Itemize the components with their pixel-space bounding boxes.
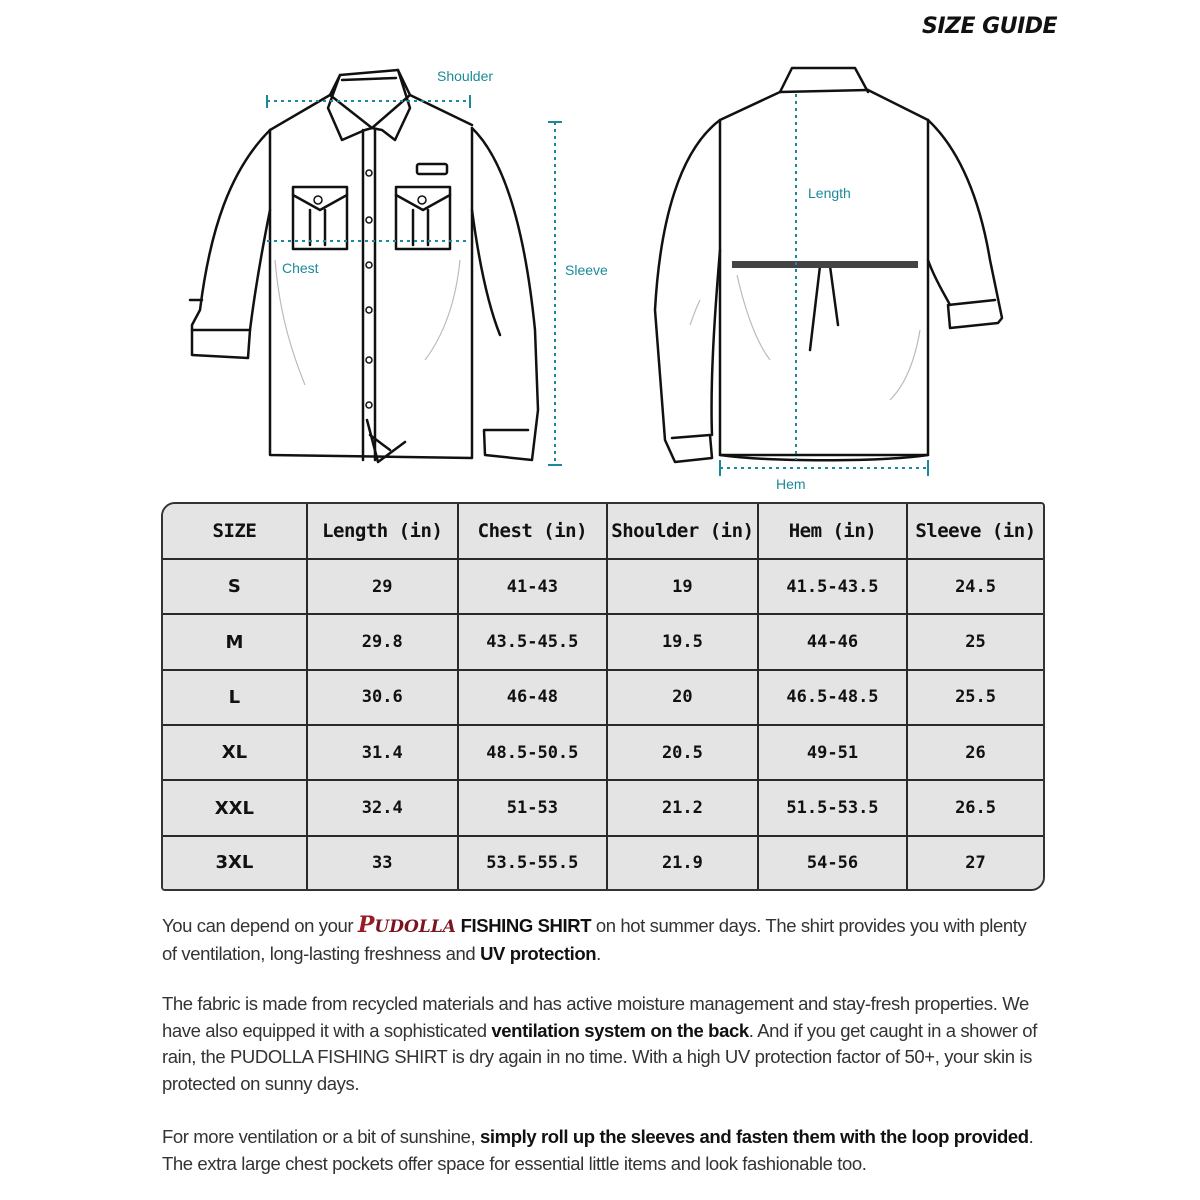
description-paragraph-2: The fabric is made from recycled materials and has active moisture management and stay-fresh properties. We have also equipped it with a sophisticated ventilation system on the back. And if you get caught in a shower of rain, the PUDOLLA FISHING SHIRT is dry again in no time. With a high UV protection factor of 50+, your skin is protected on sunny days.	[162, 993, 1037, 1094]
cell-length: 29.8	[307, 614, 458, 669]
size-table	[163, 504, 1043, 889]
cell-shoulder: 20	[607, 670, 758, 725]
cell-chest: 43.5-45.5	[458, 614, 607, 669]
description-paragraph-3: For more ventilation or a bit of sunshine, simply roll up the sleeves and fasten them with the loop provided. The extra large chest pockets offer space for essential little items and look fashionable too.	[162, 1126, 1034, 1174]
column-header-chest: Chest (in)	[458, 504, 607, 559]
cell-sleeve: 25	[907, 614, 1043, 669]
size-chart-table	[161, 502, 1045, 891]
cell-chest: 46-48	[458, 670, 607, 725]
cell-hem: 54-56	[758, 836, 907, 889]
cell-length: 31.4	[307, 725, 458, 780]
cell-size: S	[163, 559, 307, 614]
cell-length: 33	[307, 836, 458, 889]
cell-shoulder: 19	[607, 559, 758, 614]
cell-size: XXL	[163, 780, 307, 835]
column-header-shoulder: Shoulder (in)	[607, 504, 758, 559]
cell-length: 30.6	[307, 670, 458, 725]
cell-hem: 41.5-43.5	[758, 559, 907, 614]
table-row	[163, 780, 1043, 835]
sleeve-label: Sleeve	[565, 262, 608, 278]
back-shirt-illustration	[640, 50, 1040, 500]
table-row	[163, 559, 1043, 614]
brand-logo: PUDOLLA	[357, 912, 456, 938]
table-header-row	[163, 504, 1043, 559]
length-label: Length	[808, 185, 851, 201]
column-header-sleeve: Sleeve (in)	[907, 504, 1043, 559]
cell-size: 3XL	[163, 836, 307, 889]
cell-sleeve: 25.5	[907, 670, 1043, 725]
table-row	[163, 836, 1043, 889]
chest-label: Chest	[282, 260, 319, 276]
cell-chest: 48.5-50.5	[458, 725, 607, 780]
cell-hem: 51.5-53.5	[758, 780, 907, 835]
shoulder-label: Shoulder	[437, 68, 494, 84]
cell-size: M	[163, 614, 307, 669]
cell-sleeve: 27	[907, 836, 1043, 889]
cell-hem: 49-51	[758, 725, 907, 780]
size-guide-title: SIZE GUIDE	[922, 14, 1058, 39]
cell-hem: 44-46	[758, 614, 907, 669]
cell-length: 29	[307, 559, 458, 614]
cell-sleeve: 26	[907, 725, 1043, 780]
cell-shoulder: 19.5	[607, 614, 758, 669]
cell-chest: 53.5-55.5	[458, 836, 607, 889]
column-header-size: SIZE	[163, 504, 307, 559]
cell-length: 32.4	[307, 780, 458, 835]
cell-sleeve: 24.5	[907, 559, 1043, 614]
cell-shoulder: 20.5	[607, 725, 758, 780]
cell-shoulder: 21.9	[607, 836, 758, 889]
table-row	[163, 614, 1043, 669]
description-paragraph-1: You can depend on your PUDOLLA FISHING SHIRT on hot summer days. The shirt provides you with plenty of ventilation, long-lasting freshness and UV protection.	[162, 912, 1027, 964]
cell-size: XL	[163, 725, 307, 780]
table-row	[163, 725, 1043, 780]
cell-size: L	[163, 670, 307, 725]
column-header-length: Length (in)	[307, 504, 458, 559]
front-shirt-diagram	[160, 50, 640, 500]
cell-shoulder: 21.2	[607, 780, 758, 835]
back-shirt-diagram	[640, 50, 1040, 500]
cell-hem: 46.5-48.5	[758, 670, 907, 725]
column-header-hem: Hem (in)	[758, 504, 907, 559]
cell-sleeve: 26.5	[907, 780, 1043, 835]
cell-chest: 51-53	[458, 780, 607, 835]
cell-chest: 41-43	[458, 559, 607, 614]
table-row	[163, 670, 1043, 725]
hem-label: Hem	[776, 476, 806, 492]
